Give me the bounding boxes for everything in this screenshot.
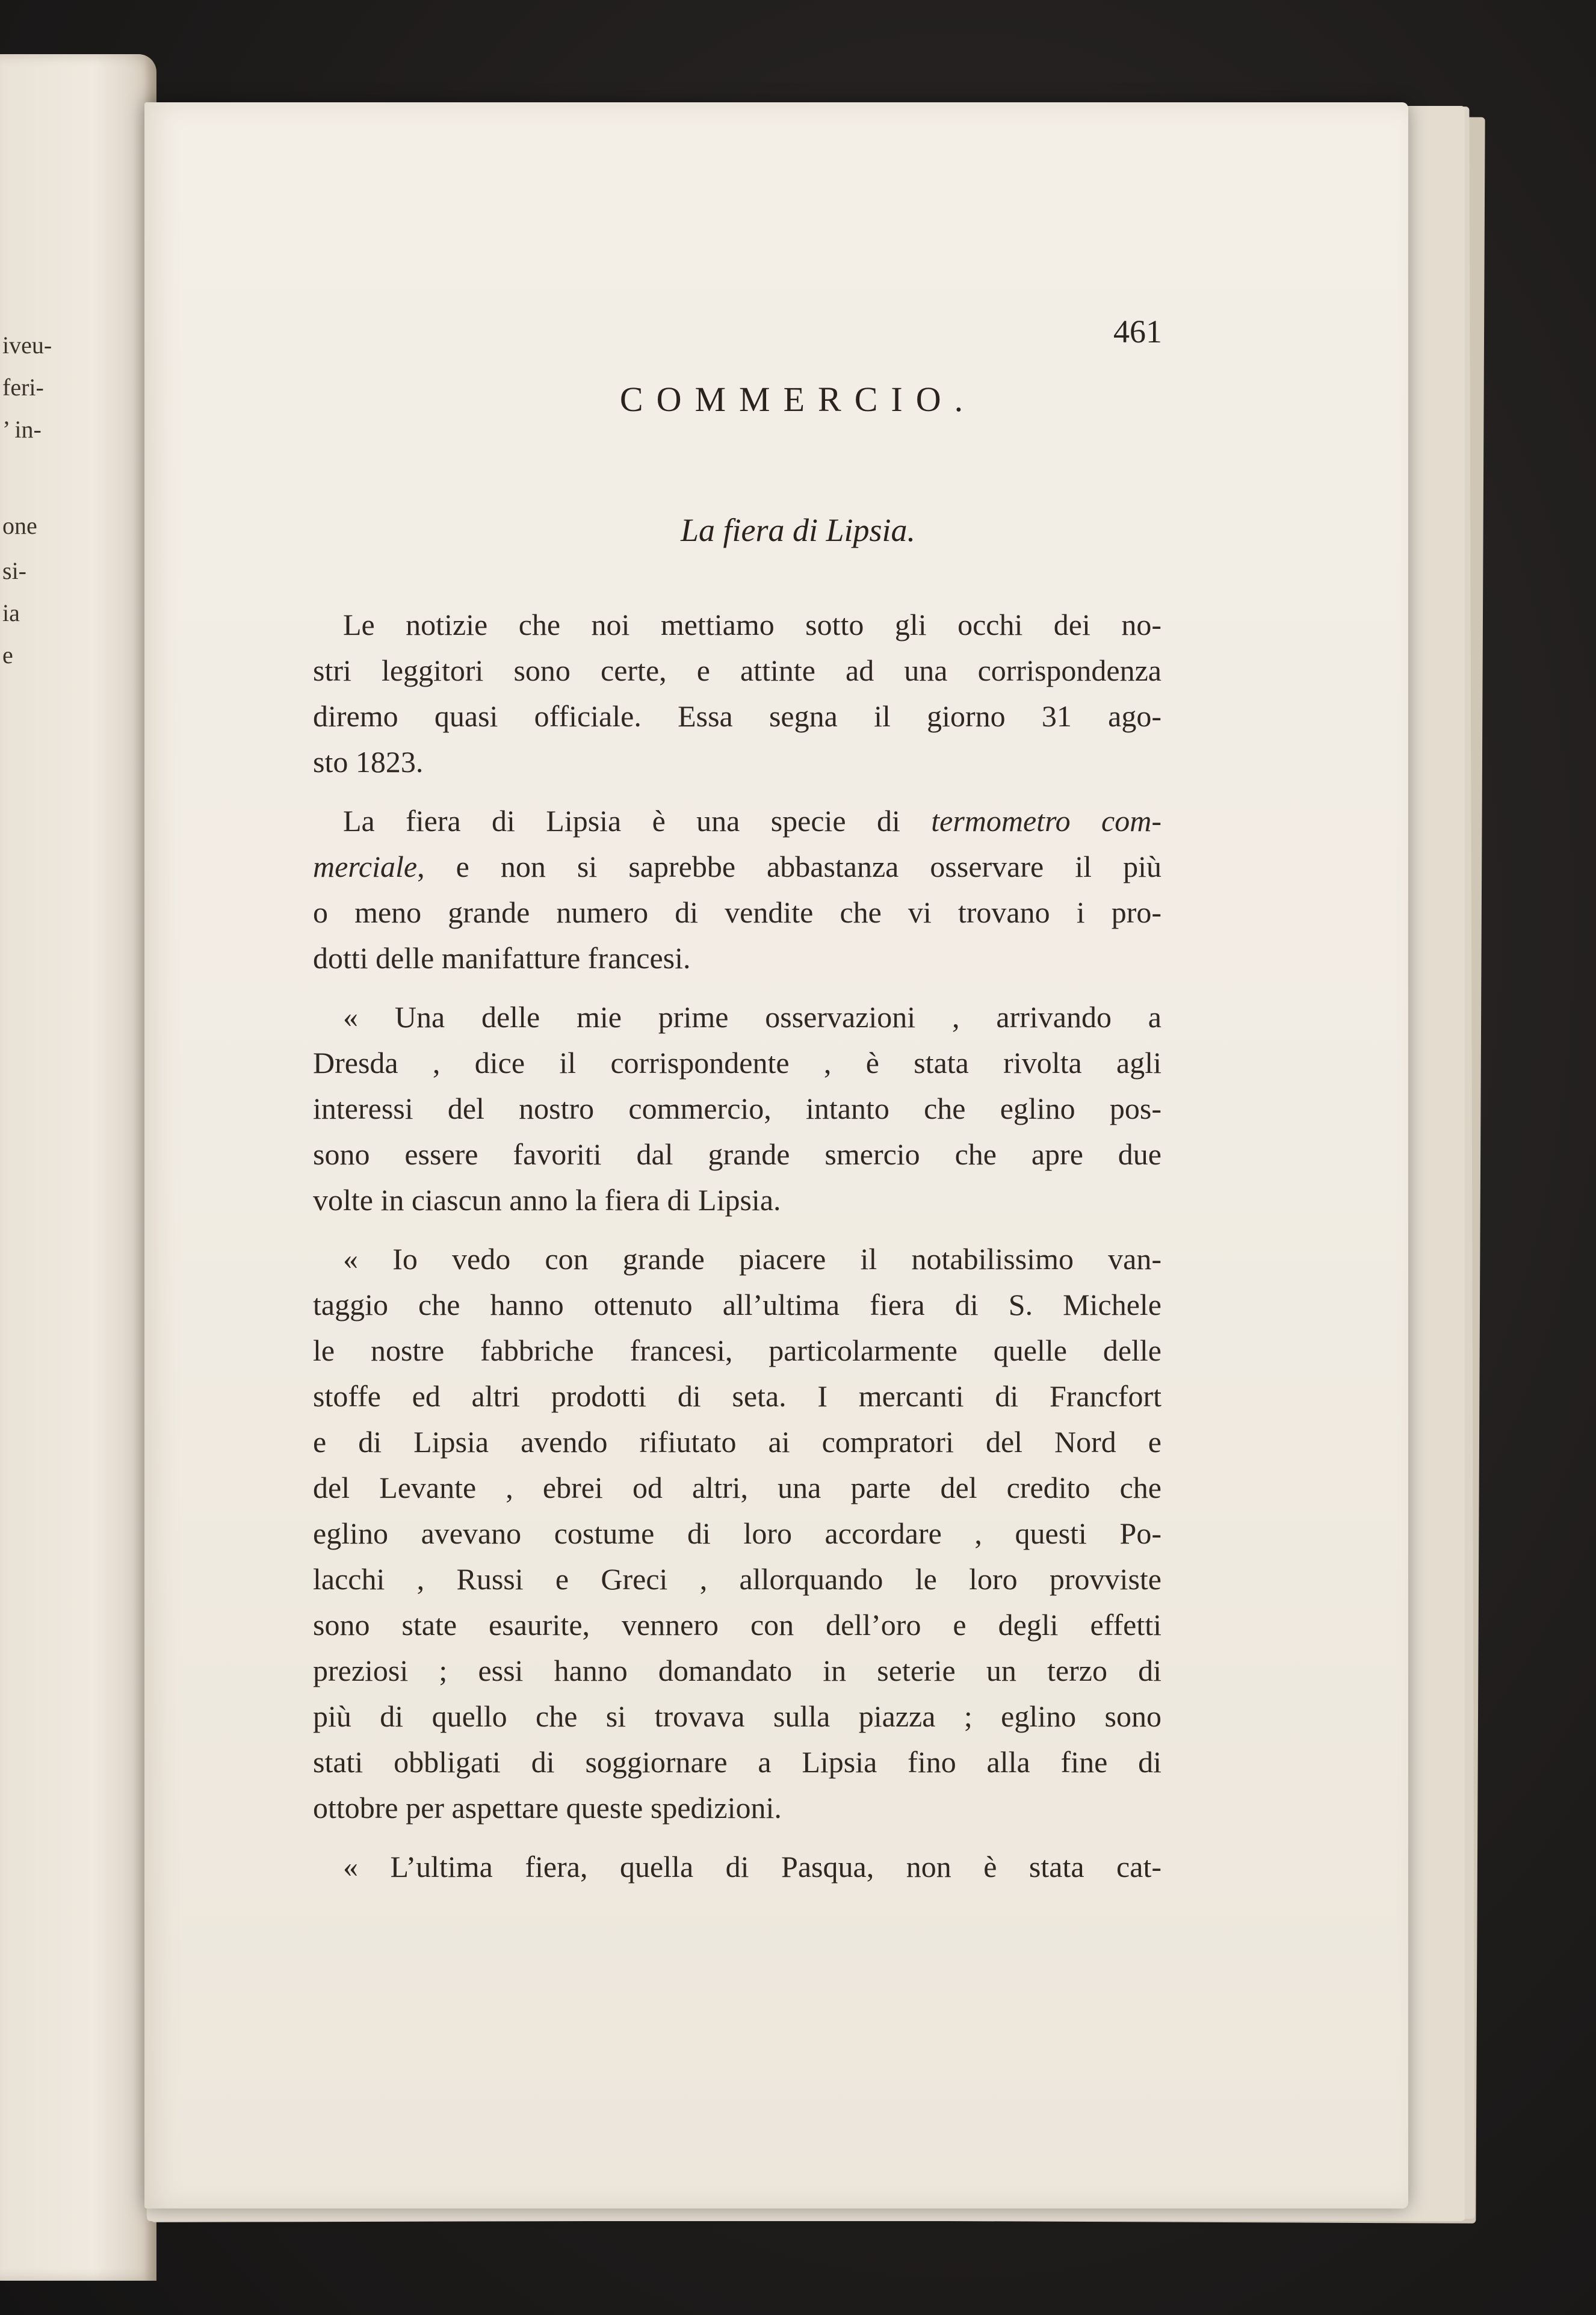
section-subtitle: La fiera di Lipsia. (680, 512, 916, 548)
page-title: COMMERCIO. (619, 380, 977, 419)
text-line: del Levante , ebrei od altri, una parte del credito che (313, 1471, 1161, 1504)
paragraph (313, 602, 1161, 785)
paragraph (313, 1236, 1161, 1831)
text-line: « Una delle mie prime osservazioni , arrivando a (343, 1000, 1161, 1034)
body-text (313, 602, 1161, 1890)
text-line: Le notizie che noi mettiamo sotto gli occhi dei no- (343, 608, 1161, 641)
text-line: interessi del nostro commercio, intanto che eglino pos- (313, 1092, 1161, 1125)
text-line: « L’ultima fiera, quella di Pasqua, non è stata cat- (343, 1850, 1161, 1884)
text-line: sono essere favoriti dal grande smercio che apre due (313, 1137, 1161, 1171)
text-line (313, 798, 1161, 844)
text-line: le nostre fabbriche francesi, particolarmente quelle delle (313, 1334, 1161, 1367)
text-line: Dresda , dice il corrispondente , è stata rivolta agli (313, 1046, 1161, 1080)
text-line: preziosi ; essi hanno domandato in seterie un terzo di (313, 1654, 1161, 1687)
text-line: ottobre per aspettare queste spedizioni. (313, 1791, 782, 1825)
text-line: « Io vedo con grande piacere il notabilissimo van- (343, 1242, 1161, 1276)
margin-fragment: iveu- (2, 332, 52, 359)
text-line: sto 1823. (313, 745, 424, 779)
margin-fragment: feri- (2, 374, 44, 401)
text-line: stoffe ed altri prodotti di seta. I mercanti di Francfort (313, 1379, 1161, 1413)
page-number: 461 (1113, 314, 1162, 350)
paragraph (313, 1844, 1161, 1890)
text-line: lacchi , Russi e Greci , allorquando le loro provviste (313, 1562, 1161, 1596)
text-line: stri leggitori sono certe, e attinte ad una corrispondenza (313, 654, 1161, 687)
text-line (313, 844, 1161, 889)
margin-fragment: si- (2, 557, 26, 584)
text-line: o meno grande numero di vendite che vi trovano i pro- (313, 895, 1161, 929)
text-line: e di Lipsia avendo rifiutato ai compratori del Nord e (313, 1425, 1161, 1459)
paragraph (313, 994, 1161, 1223)
paragraph (313, 798, 1161, 981)
italic-phrase: termometro com- (931, 804, 1161, 838)
text-line: dotti delle manifatture francesi. (313, 941, 691, 975)
text-line: volte in ciascun anno la fiera di Lipsia. (313, 1183, 781, 1217)
margin-fragment: ia (2, 599, 20, 626)
text-line: stati obbligati di soggiornare a Lipsia fino alla fine di (313, 1745, 1161, 1779)
text-segment: merciale, e non si saprebbe abbastanza osservare il più (313, 850, 1161, 883)
text-line: sono state esaurite, vennero con dell’oro e degli effetti (313, 1608, 1161, 1642)
text-line: diremo quasi officiale. Essa segna il giorno 31 ago- (313, 699, 1161, 733)
text-line: più di quello che si trovava sulla piazza ; eglino sono (313, 1699, 1161, 1733)
margin-fragment: e (2, 641, 13, 669)
text-segment: La fiera di Lipsia è una specie di (343, 804, 900, 838)
margin-fragment: ’ in- (2, 416, 42, 443)
text-line: taggio che hanno ottenuto all’ultima fiera di S. Michele (313, 1288, 1161, 1321)
italic-phrase: merciale (313, 850, 418, 883)
margin-fragment: one (2, 512, 37, 539)
text-line: eglino avevano costume di loro accordare , questi Po- (313, 1516, 1161, 1550)
